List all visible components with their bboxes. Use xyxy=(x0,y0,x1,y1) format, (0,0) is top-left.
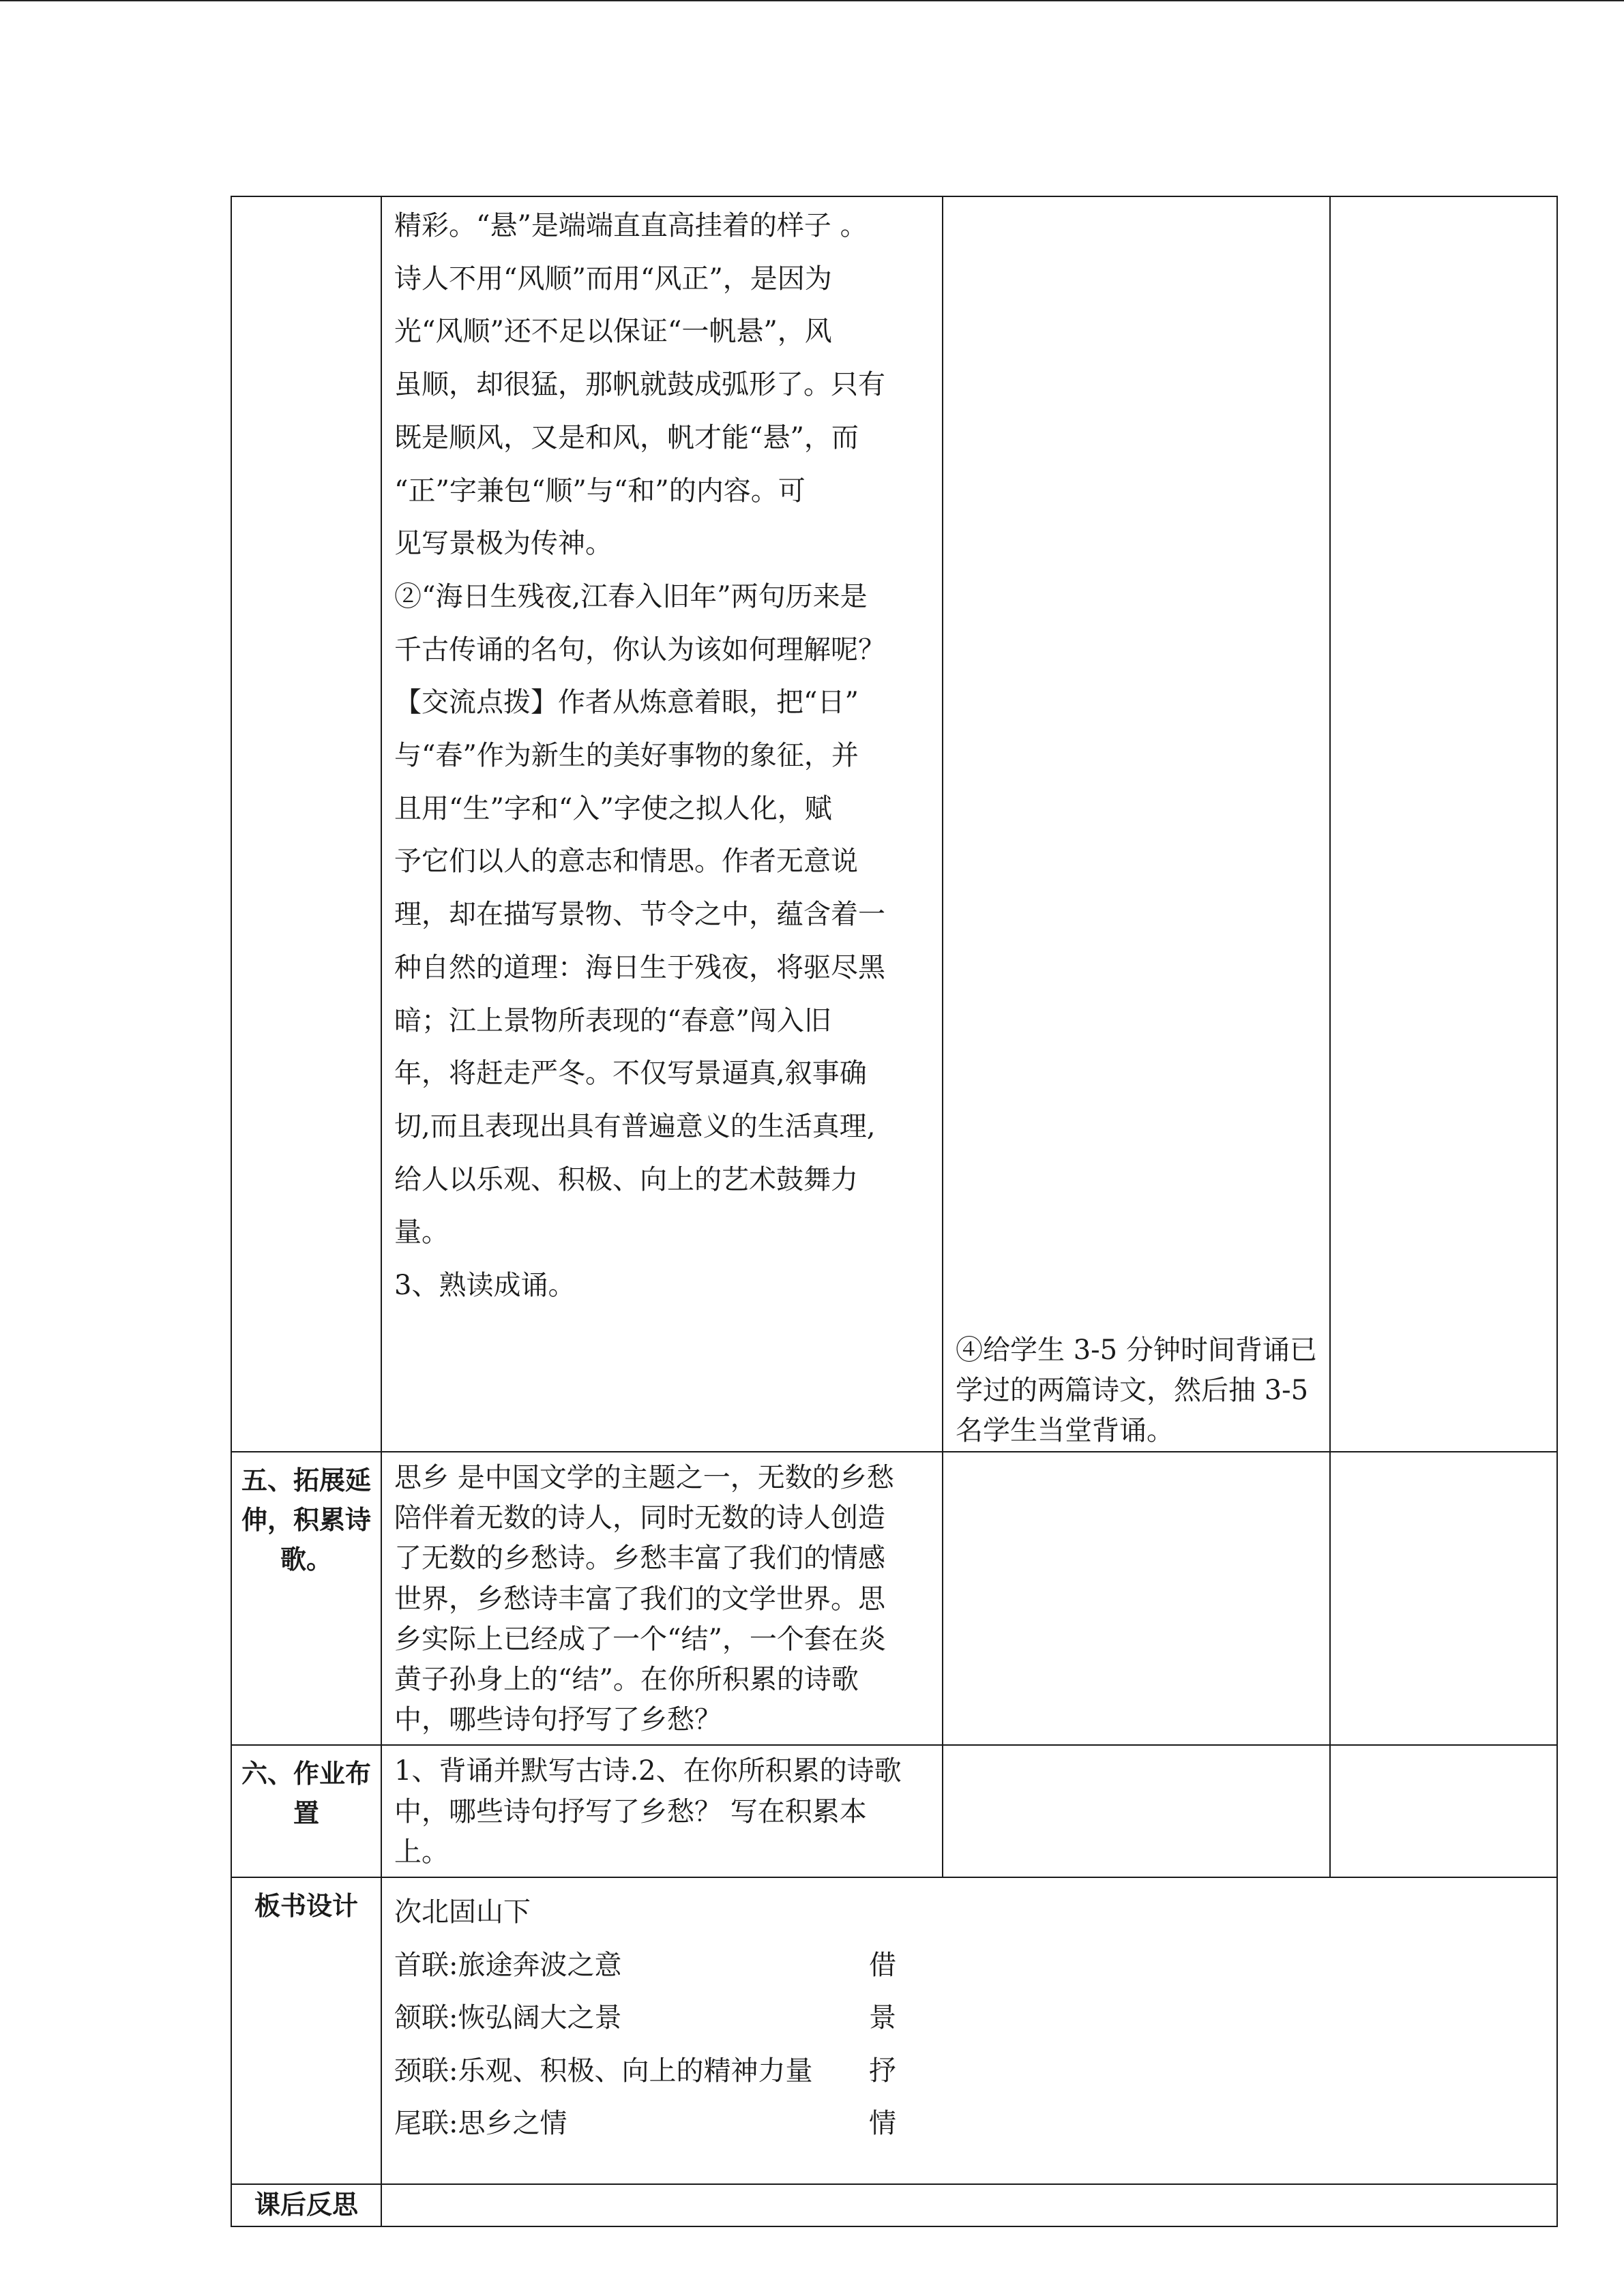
section6-content xyxy=(381,1745,943,1877)
text-line: 暗；江上景物所表现的“春意”闯入旧 xyxy=(394,1004,831,1037)
text-line: 了无数的乡愁诗。乡愁丰富了我们的情感 xyxy=(394,1542,885,1575)
text-line: 理，却在描写景物、节令之中，蕴含着一 xyxy=(394,899,885,931)
section6-activity-cell xyxy=(943,1745,1330,1877)
board-row-line xyxy=(394,1939,896,1993)
section4-student-activity xyxy=(943,196,1330,1452)
board-row-line xyxy=(394,1992,896,2045)
text-line: 【交流点拨】作者从炼意着眼，把“日” xyxy=(394,687,859,719)
text-line: 乡实际上已经成了一个“结”，一个套在炎 xyxy=(394,1623,886,1655)
section5-row xyxy=(231,1452,1557,1745)
board-content xyxy=(381,1877,1557,2184)
text-line: 精彩。“悬”是端端直直高挂着的样子 。 xyxy=(394,210,868,241)
section4-notes-cell xyxy=(1330,196,1557,1452)
section5-activity-cell xyxy=(943,1452,1330,1745)
board-row xyxy=(231,1877,1557,2184)
page-top-border xyxy=(0,0,1624,1)
text-line: 中，哪些诗句抒写了乡愁？ xyxy=(394,1704,722,1736)
section6-label: 六、作业布置 xyxy=(231,1745,381,1877)
text-line: 虽顺，却很猛，那帆就鼓成弧形了。只有 xyxy=(394,369,885,401)
text-line: “正”字兼包“顺”与“和”的内容。可 xyxy=(394,475,806,507)
board-row-left: 尾联:思乡之情 xyxy=(394,2108,567,2140)
board-title: 次北固山下 xyxy=(394,1896,531,1928)
section4-content xyxy=(381,196,943,1452)
section6-notes-cell xyxy=(1330,1745,1557,1877)
board-row-right: 抒 xyxy=(869,2055,896,2087)
text-line: 给人以乐观、积极、向上的艺术鼓舞力 xyxy=(394,1163,858,1195)
lesson-plan-table xyxy=(231,196,1558,2227)
text-line: 世界，乡愁诗丰富了我们的文学世界。思 xyxy=(394,1583,885,1615)
text-line: 见写景极为传神。 xyxy=(394,528,612,560)
board-row-left: 首联:旅途奔波之意 xyxy=(394,1949,622,1981)
text-line: 陪伴着无数的诗人，同时无数的诗人创造 xyxy=(394,1502,885,1534)
text-line: 黄子孙身上的“结”。在你所积累的诗歌 xyxy=(394,1664,859,1696)
board-row-right: 借 xyxy=(869,1949,896,1981)
text-line: ②“海日生残夜,江春入旧年”两句历来是 xyxy=(394,580,868,612)
text-line: 种自然的道理：海日生于残夜，将驱尽黑 xyxy=(394,951,885,983)
text-line: 光“风顺”还不足以保证“一帆悬”，风 xyxy=(394,316,832,348)
section5-content xyxy=(381,1452,943,1745)
reflection-content xyxy=(381,2184,1557,2226)
board-row-left: 颈联:乐观、积极、向上的精神力量 xyxy=(394,2055,813,2087)
text-line: 中，哪些诗句抒写了乡愁？ 写在积累本 xyxy=(394,1795,867,1828)
section5-label: 五、拓展延伸，积累诗歌。 xyxy=(231,1452,381,1745)
text-line: 诗人不用“风顺”而用“风正”，是因为 xyxy=(394,263,832,295)
text-line: 1、背诵并默写古诗.2、在你所积累的诗歌 xyxy=(394,1755,902,1787)
board-row-line xyxy=(394,2098,896,2151)
text-line: 千古传诵的名句，你认为该如何理解呢？ xyxy=(394,633,885,666)
board-row-left: 颔联:恢弘阔大之景 xyxy=(394,2002,622,2034)
text-line: 年，将赶走严冬。不仅写景逼真,叙事确 xyxy=(394,1058,867,1090)
reflection-label: 课后反思 xyxy=(231,2184,381,2226)
board-rows xyxy=(394,1939,1544,2151)
text-line: 且用“生”字和“入”字使之拟人化，赋 xyxy=(394,792,832,824)
text-line: 上。 xyxy=(394,1836,449,1868)
text-line: 思乡 是中国文学的主题之一，无数的乡愁 xyxy=(394,1462,894,1493)
section5-notes-cell xyxy=(1330,1452,1557,1745)
board-row-line xyxy=(394,2045,896,2098)
board-row-right: 景 xyxy=(869,2002,896,2034)
section4-row xyxy=(231,196,1557,1452)
section6-row xyxy=(231,1745,1557,1877)
student-activity-text: ④给学生 3-5 分钟时间背诵已学过的两篇诗文，然后抽 3-5 名学生当堂背诵。 xyxy=(956,1335,1317,1446)
text-line: 与“春”作为新生的美好事物的象征，并 xyxy=(394,740,859,772)
text-line: 3、熟读成诵。 xyxy=(394,1270,576,1302)
board-label: 板书设计 xyxy=(231,1877,381,2184)
section4-label-cell xyxy=(231,196,381,1452)
board-row-right: 情 xyxy=(869,2108,896,2140)
text-line: 量。 xyxy=(394,1217,449,1249)
text-line: 切,而且表现出具有普遍意义的生活真理, xyxy=(394,1110,876,1142)
reflection-row xyxy=(231,2184,1557,2226)
text-line: 予它们以人的意志和情思。作者无意说 xyxy=(394,846,858,878)
text-line: 既是顺风，又是和风，帆才能“悬”，而 xyxy=(394,421,859,453)
